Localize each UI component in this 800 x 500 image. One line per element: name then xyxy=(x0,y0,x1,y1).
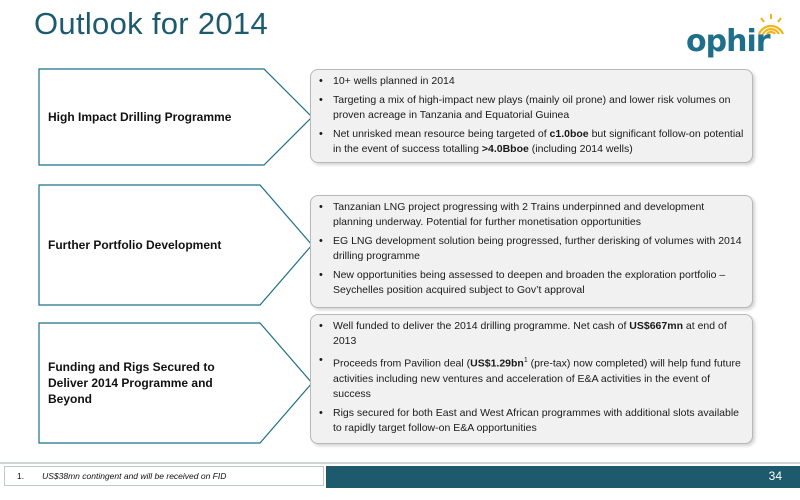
page-title: Outlook for 2014 xyxy=(34,6,268,41)
bold-figure: US$667mn xyxy=(629,320,683,332)
footer-bar xyxy=(326,466,800,488)
company-logo xyxy=(686,10,786,60)
bullet-panel-portfolio xyxy=(310,195,753,308)
bullet-text: at end of 2013 xyxy=(333,320,727,347)
bullet-text: (including 2014 wells) xyxy=(528,143,633,155)
bullet-text: Proceeds from Pavilion deal ( xyxy=(333,357,471,370)
bullet-text: 10+ wells planned in 2014 xyxy=(333,75,455,87)
bullet-text: Targeting a mix of high-impact new plays (mainly oil prone) and lower risk volumes on proven acreage in Tanzania and Equatorial Guinea xyxy=(333,94,731,121)
bullet-item xyxy=(315,127,744,157)
bullet-panel-drilling xyxy=(310,69,753,163)
bullet-text: Tanzanian LNG project progressing with 2 Trains underpinned and development planning underway. Potential for further monetisation opportunities xyxy=(333,201,705,228)
section-label: Funding and Rigs Secured to Deliver 2014 Programme and Beyond xyxy=(48,360,215,406)
bullet-item xyxy=(315,319,744,349)
footer-divider xyxy=(0,462,800,464)
bold-figure: US$1.29bn xyxy=(470,357,524,370)
section-arrow-drilling xyxy=(38,68,314,166)
bullet-item xyxy=(315,93,744,123)
bullet-item xyxy=(315,234,744,264)
bullet-item xyxy=(315,353,744,402)
bullet-item xyxy=(315,74,744,89)
footnote-text: US$38mn contingent and will be received on FID xyxy=(42,471,227,481)
logo-text: ophir xyxy=(686,24,770,59)
footnote xyxy=(4,466,324,486)
bullet-text: New opportunities being assessed to deepen and broaden the exploration portfolio – Seychelles position acquired subject to Gov’t approval xyxy=(333,269,726,296)
bullet-panel-funding xyxy=(310,314,753,444)
bullet-item xyxy=(315,200,744,230)
bullet-list xyxy=(315,74,744,157)
bullet-text: Well funded to deliver the 2014 drilling programme. Net cash of xyxy=(333,320,630,332)
section-label: Further Portfolio Development xyxy=(48,238,222,252)
section-arrow-portfolio xyxy=(38,184,314,306)
bullet-list xyxy=(315,200,744,298)
bullet-text: EG LNG development solution being progressed, further derisking of volumes with 2014 drilling programme xyxy=(333,235,742,262)
page-number: 34 xyxy=(768,469,782,483)
bullet-item xyxy=(315,406,744,436)
section-label: High Impact Drilling Programme xyxy=(48,110,232,124)
section-arrow-funding xyxy=(38,322,314,444)
bullet-text: but significant follow-on potential in the event of success totalling xyxy=(333,128,744,155)
bullet-text: Net unrisked mean resource being targeted of xyxy=(333,128,550,140)
footnote-ref: 1 xyxy=(523,357,528,364)
footnote-number: 1. xyxy=(17,471,25,481)
bullet-text: Rigs secured for both East and West African programmes with additional slots available to rapidly target follow-on E&A opportunities xyxy=(333,406,740,434)
bold-figure: c1.0boe xyxy=(549,128,589,140)
bullet-text: (pre-tax) now completed) will help fund future activities including new ventures and acceleration of E&A activities in the event of success xyxy=(333,357,741,400)
bullet-item xyxy=(315,268,744,298)
bullet-list xyxy=(315,319,744,436)
bold-figure: >4.0Bboe xyxy=(481,143,529,155)
sun-rays-icon xyxy=(756,10,786,36)
